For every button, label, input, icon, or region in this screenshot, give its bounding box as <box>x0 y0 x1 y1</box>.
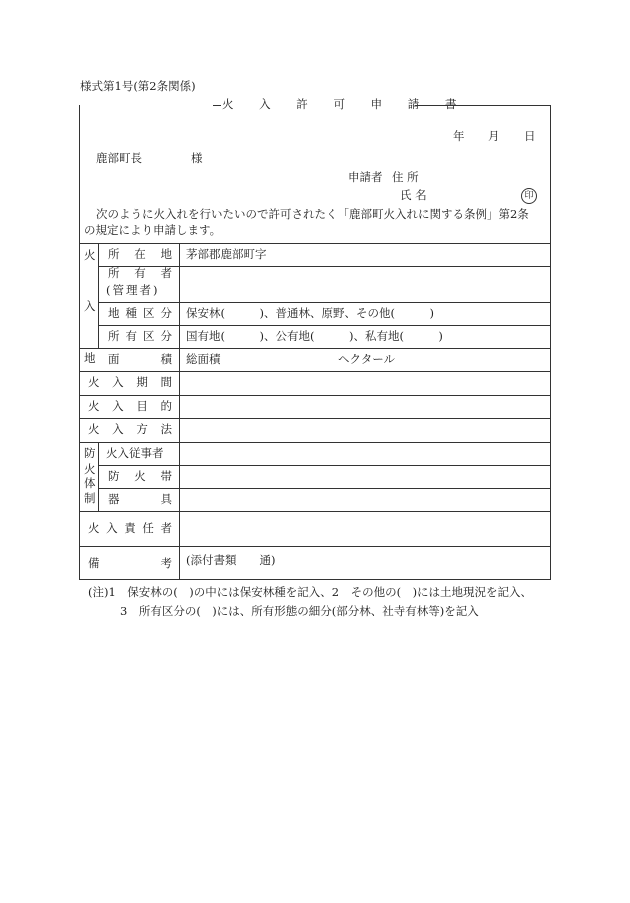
date-day: 日 <box>524 129 536 143</box>
note-line-2: 3 所有区分の( )には、所有形態の細分(部分林、社寺有林等)を記入 <box>120 604 479 618</box>
value-location: 茅部郡鹿部町字 <box>186 247 267 261</box>
addressee: 鹿部町長 <box>96 151 142 165</box>
group-fire-char-1: 防 <box>84 446 96 460</box>
group-fire-char-2: 火 <box>84 462 96 476</box>
group-land-char-1: 火 <box>84 248 96 262</box>
application-form-frame <box>79 105 551 580</box>
note-line-1: (注)1 保安林の( )の中には保安林種を記入、2 その他の( )には土地現況を記入、 <box>88 585 533 599</box>
date-year: 年 <box>453 129 465 143</box>
label-equipment: 器 具 <box>108 492 172 506</box>
value-area-unit: ヘクタール <box>338 352 396 366</box>
label-method: 火 入 方 法 <box>88 422 172 436</box>
label-area: 面 積 <box>108 352 172 366</box>
group-land-char-3: 地 <box>84 351 96 365</box>
label-owner-manager: (管理者) <box>106 283 160 297</box>
applicant-label: 申請者 <box>348 170 383 184</box>
group-fire-char-3: 体 <box>84 476 96 490</box>
group-fire-char-4: 制 <box>84 491 96 505</box>
label-workers: 火入従事者 <box>106 446 164 460</box>
document-title: 火 入 許 可 申 請 書 <box>222 97 468 111</box>
label-owner: 所 有 者 <box>108 266 172 280</box>
label-ownership-type: 所 有 区 分 <box>108 329 172 343</box>
label-remarks: 備 考 <box>88 556 172 570</box>
label-purpose: 火 入 目 的 <box>88 399 172 413</box>
group-land-char-2: 入 <box>84 299 96 313</box>
form-number-label: 様式第1号(第2条関係) <box>80 79 196 93</box>
request-text-line2: の規定により申請します。 <box>84 223 222 237</box>
value-remarks: (添付書類 通) <box>186 553 276 567</box>
value-ownership-type: 国有地( )、公有地( )、私有地( ) <box>186 329 443 343</box>
name-label: 氏 名 <box>400 188 427 202</box>
label-period: 火 入 期 間 <box>88 375 172 389</box>
value-land-type: 保安林( )、普通林、原野、その他( ) <box>186 306 434 320</box>
label-location: 所 在 地 <box>108 247 172 261</box>
table-top-rule <box>80 243 551 244</box>
seal-mark: 印 <box>521 188 537 204</box>
label-firebreak: 防 火 帯 <box>108 469 172 483</box>
addressee-honorific: 様 <box>191 151 203 165</box>
request-text-line1: 次のように火入れを行いたいので許可されたく「鹿部町火入れに関する条例」第2条 <box>96 207 529 221</box>
value-area: 総面積 <box>186 352 221 366</box>
label-responsible: 火 入 責 任 者 <box>88 521 172 535</box>
date-month: 月 <box>488 129 500 143</box>
address-label: 住 所 <box>392 170 419 184</box>
label-land-type: 地 種 区 分 <box>108 306 172 320</box>
